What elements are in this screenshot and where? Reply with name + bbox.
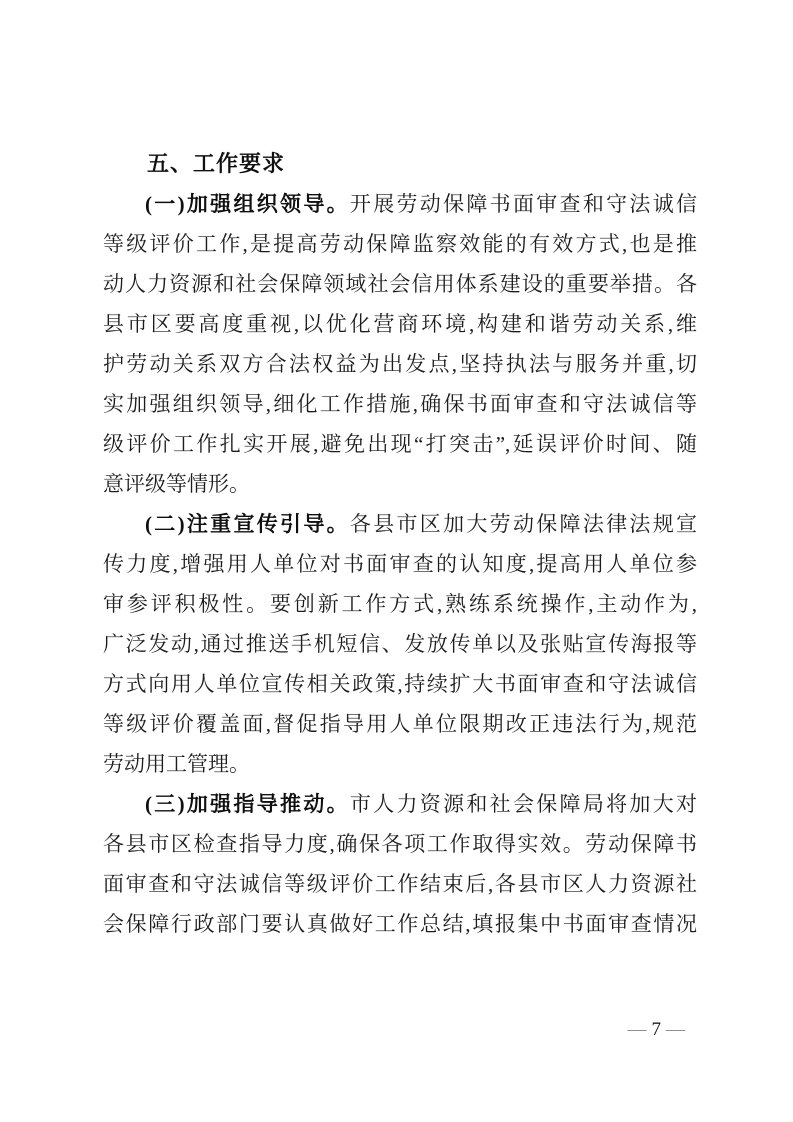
body-line	[103, 664, 697, 704]
body-line	[103, 184, 697, 224]
body-line-text: 传力度,增强用人单位对书面审查的认知度,提高用人单位参	[103, 552, 697, 576]
body-line	[103, 904, 697, 944]
body-line-text: 实加强组织领导,细化工作措施,确保书面审查和守法诚信等	[103, 392, 697, 416]
body-line-text: 动人力资源和社会保障领域社会信用体系建设的重要举措。各	[103, 272, 697, 296]
body-line-text: 开展劳动保障书面审查和守法诚信	[349, 192, 697, 216]
body-line	[103, 384, 697, 424]
body-line-text: 护劳动关系双方合法权益为出发点,坚持执法与服务并重,切	[103, 352, 697, 376]
paragraph-lead: (二)注重宣传引导。	[145, 512, 350, 536]
paragraph-lead: (一)加强组织领导。	[145, 192, 350, 216]
document-body	[103, 144, 697, 944]
page-number	[628, 1018, 686, 1042]
page-number-value: 7	[651, 1019, 661, 1040]
body-line	[103, 424, 697, 464]
paragraph-lead: (三)加强指导推动。	[145, 792, 350, 816]
body-line-text: 劳动用工管理。	[103, 752, 250, 776]
body-line	[103, 584, 697, 624]
body-line	[103, 344, 697, 384]
body-line-text: 市人力资源和社会保障局将加大对	[349, 792, 697, 816]
body-line-text: 面审查和守法诚信等级评价工作结束后,各县市区人力资源社	[103, 872, 697, 896]
body-line-text: 各县市区加大劳动保障法律法规宣	[349, 512, 697, 536]
body-line-text: 会保障行政部门要认真做好工作总结,填报集中书面审查情况	[103, 912, 697, 936]
body-line-text: 广泛发动,通过推送手机短信、发放传单以及张贴宣传海报等	[103, 632, 697, 656]
body-line	[103, 784, 697, 824]
body-line-text: 等级评价覆盖面,督促指导用人单位限期改正违法行为,规范	[103, 712, 697, 736]
body-line	[103, 704, 697, 744]
body-line	[103, 824, 697, 864]
page-number-dash-left: —	[627, 1019, 647, 1040]
body-line	[103, 544, 697, 584]
body-line-text: 级评价工作扎实开展,避免出现“打突击”,延误评价时间、随	[103, 432, 697, 456]
body-line-text: 县市区要高度重视,以优化营商环境,构建和谐劳动关系,维	[103, 312, 697, 336]
body-line	[103, 504, 697, 544]
section-heading: 五、工作要求	[147, 151, 286, 176]
body-line	[103, 264, 697, 304]
body-line-text: 各县市区检查指导力度,确保各项工作取得实效。劳动保障书	[103, 832, 697, 856]
body-line	[103, 624, 697, 664]
body-line-text: 意评级等情形。	[103, 472, 250, 496]
body-line	[103, 744, 697, 784]
body-line	[103, 864, 697, 904]
body-line	[103, 304, 697, 344]
body-line-text: 方式向用人单位宣传相关政策,持续扩大书面审查和守法诚信	[103, 672, 697, 696]
body-line	[103, 464, 697, 504]
body-line-text: 审参评积极性。要创新工作方式,熟练系统操作,主动作为,	[103, 592, 697, 616]
page-number-dash-right: —	[666, 1019, 685, 1040]
body-line-text: 等级评价工作,是提高劳动保障监察效能的有效方式,也是推	[103, 232, 697, 256]
body-line	[103, 224, 697, 264]
